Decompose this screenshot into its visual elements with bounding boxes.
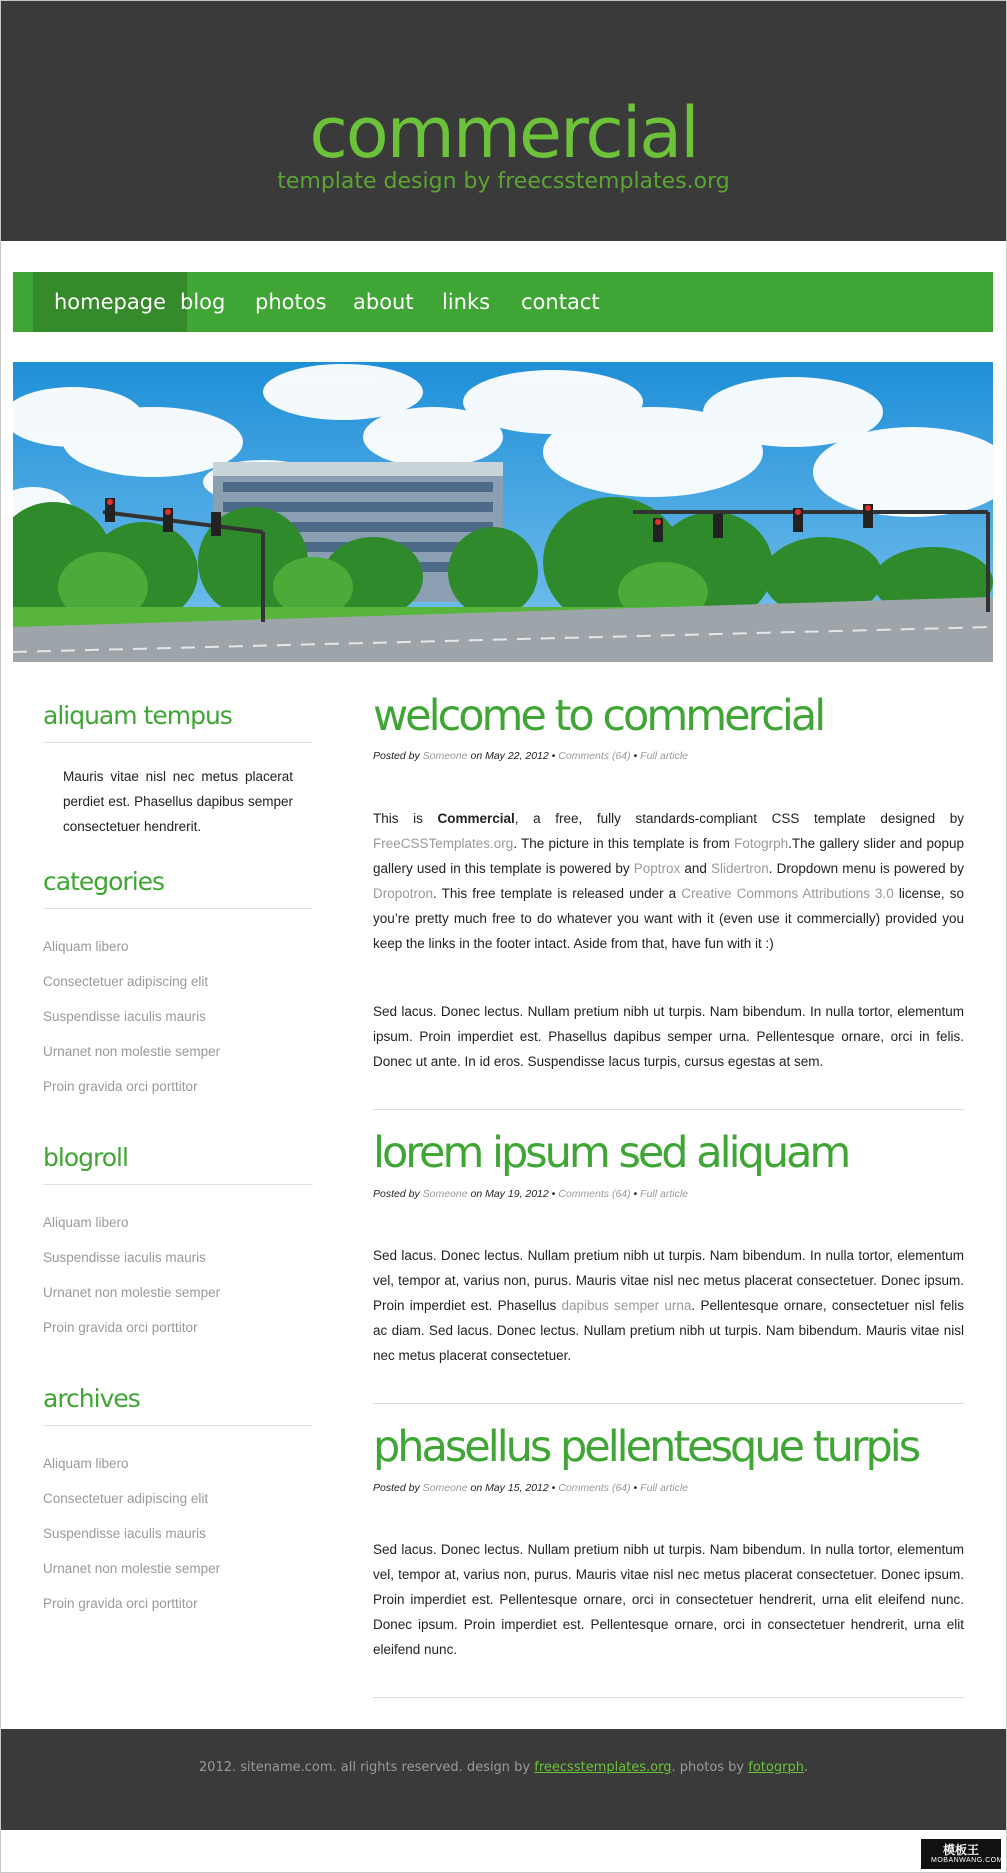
- blogroll-link[interactable]: Suspendisse iaculis mauris: [43, 1250, 206, 1265]
- category-link[interactable]: Aliquam libero: [43, 939, 129, 954]
- footer-text: . photos by: [671, 1760, 749, 1775]
- post-meta: [373, 1187, 688, 1201]
- banner-image: [13, 362, 993, 662]
- text: Sed lacus. Donec lectus. Nullam pretium nibh ut turpis. Nam bibendum. In nulla tortor, elementum vel, tempor at, varius non, purus. Mauris vitae nisl nec metus placerat consectetuer. Donec ipsum. Proin imperdiet est. Phasellus: [373, 1248, 964, 1313]
- banner-illustration: [13, 362, 993, 662]
- text: .The gallery slider and popup gallery used in this template is powered by: [373, 836, 964, 876]
- post-divider: [373, 1403, 964, 1404]
- nav-item-contact[interactable]: contact: [521, 290, 600, 314]
- post-title[interactable]: phasellus pellentesque turpis: [373, 1422, 919, 1472]
- meta-full-article-link[interactable]: Full article: [640, 750, 689, 762]
- post-paragraph: [373, 806, 964, 956]
- meta-author-link[interactable]: Someone: [422, 1188, 468, 1200]
- site-title[interactable]: commercial: [309, 92, 698, 174]
- nav-item-homepage[interactable]: homepage: [33, 272, 187, 332]
- sidebar-heading-archives: archives: [43, 1383, 313, 1426]
- text: . Pellentesque ornare, consectetuer nisl felis ac diam. Sed lacus. Donec lectus. Nullam pretium nibh ut turpis. Nam bibendum. Mauris vitae nisl nec metus placerat consectetuer.: [373, 1298, 964, 1363]
- meta-comments-link[interactable]: Comments (64): [558, 1188, 631, 1200]
- category-link[interactable]: Proin gravida orci porttitor: [43, 1079, 198, 1094]
- sidebar-about-text: Mauris vitae nisl nec metus placerat perdiet est. Phasellus dapibus semper consectetuer hendrerit.: [63, 769, 293, 834]
- meta-author-link[interactable]: Someone: [422, 1482, 468, 1494]
- nav-item-links[interactable]: links: [442, 290, 491, 314]
- meta-bullet: •: [551, 1482, 556, 1494]
- meta-full-article-link[interactable]: Full article: [640, 1188, 689, 1200]
- nav-item-blog[interactable]: blog: [180, 290, 226, 314]
- archive-link[interactable]: Consectetuer adipiscing elit: [43, 1491, 209, 1506]
- meta-full-article-link[interactable]: Full article: [640, 1482, 689, 1494]
- footer-link-freecsstemplates[interactable]: freecsstemplates.org: [534, 1760, 672, 1775]
- link-dapibus-semper-urna[interactable]: dapibus semper urna: [561, 1298, 692, 1313]
- watermark-text: 模板王: [943, 1843, 980, 1857]
- site-footer: [1, 1729, 1006, 1830]
- link-slidertron[interactable]: Slidertron: [710, 861, 769, 876]
- meta-date: on May 19, 2012: [470, 1188, 549, 1200]
- text: , a free, fully standards-compliant CSS template designed by: [514, 811, 965, 826]
- text: and: [680, 861, 711, 876]
- text: This is: [373, 811, 438, 826]
- meta-posted-by: Posted by: [373, 1482, 420, 1494]
- text: . This free template is released under a: [433, 886, 682, 901]
- meta-bullet: •: [633, 1188, 638, 1200]
- post-divider: [373, 1697, 964, 1698]
- archive-link[interactable]: Urnanet non molestie semper: [43, 1561, 221, 1576]
- meta-bullet: •: [551, 750, 556, 762]
- post-meta: [373, 1481, 688, 1495]
- watermark-logo: [921, 1839, 1001, 1869]
- blogroll-link[interactable]: Aliquam libero: [43, 1215, 129, 1230]
- post-meta: [373, 749, 688, 763]
- nav-item-photos[interactable]: photos: [255, 290, 327, 314]
- archive-link[interactable]: Suspendisse iaculis mauris: [43, 1526, 206, 1541]
- meta-date: on May 15, 2012: [470, 1482, 549, 1494]
- meta-comments-link[interactable]: Comments (64): [558, 1482, 631, 1494]
- post-divider: [373, 1109, 964, 1110]
- post-paragraph: Sed lacus. Donec lectus. Nullam pretium nibh ut turpis. Nam bibendum. In nulla tortor, elementum vel, tempor at, varius non, purus. Mauris vitae nisl nec metus placerat consectetuer. Donec ipsum. Proin imperdiet est. Pellentesque ornare, orci in consectetuer hendrerit, urna elit eleifend nunc. Donec ipsum. Proin imperdiet est. Pellentesque ornare, orci in consectetuer hendrerit, urna elit eleifend nunc.: [373, 1542, 964, 1657]
- link-poptrox[interactable]: Poptrox: [633, 861, 681, 876]
- category-link[interactable]: Urnanet non molestie semper: [43, 1044, 221, 1059]
- watermark-subtext: MOBANWANG.COM: [931, 1857, 1003, 1864]
- blogroll-link[interactable]: Proin gravida orci porttitor: [43, 1320, 198, 1335]
- text: . The picture in this template is from: [513, 836, 735, 851]
- text: license, so you’re pretty much free to do whatever you want with it (even use it commercially) provided you keep the links in the footer intact. Aside from that, have fun with it :): [373, 886, 964, 951]
- sidebar-heading-aliquam-tempus: aliquam tempus: [43, 700, 313, 743]
- meta-comments-link[interactable]: Comments (64): [558, 750, 631, 762]
- main-nav: [13, 272, 993, 332]
- sidebar-heading-blogroll: blogroll: [43, 1142, 313, 1185]
- text: . Dropdown menu is powered by: [768, 861, 965, 876]
- post-title[interactable]: lorem ipsum sed aliquam: [373, 1128, 849, 1178]
- link-freecsstemplates[interactable]: FreeCSSTemplates.org: [373, 836, 514, 851]
- meta-posted-by: Posted by: [373, 750, 420, 762]
- link-dropotron[interactable]: Dropotron: [373, 886, 434, 901]
- category-link[interactable]: Suspendisse iaculis mauris: [43, 1009, 206, 1024]
- category-link[interactable]: Consectetuer adipiscing elit: [43, 974, 209, 989]
- link-creative-commons[interactable]: Creative Commons Attributions 3.0: [681, 886, 894, 901]
- archive-link[interactable]: Aliquam libero: [43, 1456, 129, 1471]
- meta-bullet: •: [551, 1188, 556, 1200]
- link-fotogrph[interactable]: Fotogrph: [734, 836, 789, 851]
- text-bold: Commercial: [437, 811, 515, 826]
- meta-author-link[interactable]: Someone: [422, 750, 468, 762]
- post-title[interactable]: welcome to commercial: [373, 691, 824, 741]
- site-header: [1, 1, 1006, 241]
- footer-copyright: [1, 1759, 1006, 1777]
- archive-link[interactable]: Proin gravida orci porttitor: [43, 1596, 198, 1611]
- footer-link-fotogrph[interactable]: fotogrph: [748, 1760, 804, 1775]
- footer-text: 2012. sitename.com. all rights reserved. design by: [198, 1760, 535, 1775]
- meta-posted-by: Posted by: [373, 1188, 420, 1200]
- meta-bullet: •: [633, 750, 638, 762]
- meta-date: on May 22, 2012: [470, 750, 549, 762]
- nav-item-about[interactable]: about: [353, 290, 414, 314]
- post-paragraph: [373, 1243, 964, 1368]
- footer-text: .: [803, 1760, 809, 1775]
- site-tagline: template design by freecsstemplates.org: [277, 169, 730, 194]
- post-paragraph: Sed lacus. Donec lectus. Nullam pretium nibh ut turpis. Nam bibendum. In nulla tortor, elementum ipsum. Proin imperdiet est. Phasellus dapibus semper urna. Pellentesque ornare, orci in felis. Donec ut ante. In id eros. Suspendisse lacus turpis, cursus egestas at sem.: [373, 1004, 964, 1069]
- blogroll-link[interactable]: Urnanet non molestie semper: [43, 1285, 221, 1300]
- meta-bullet: •: [633, 1482, 638, 1494]
- sidebar-heading-categories: categories: [43, 866, 313, 909]
